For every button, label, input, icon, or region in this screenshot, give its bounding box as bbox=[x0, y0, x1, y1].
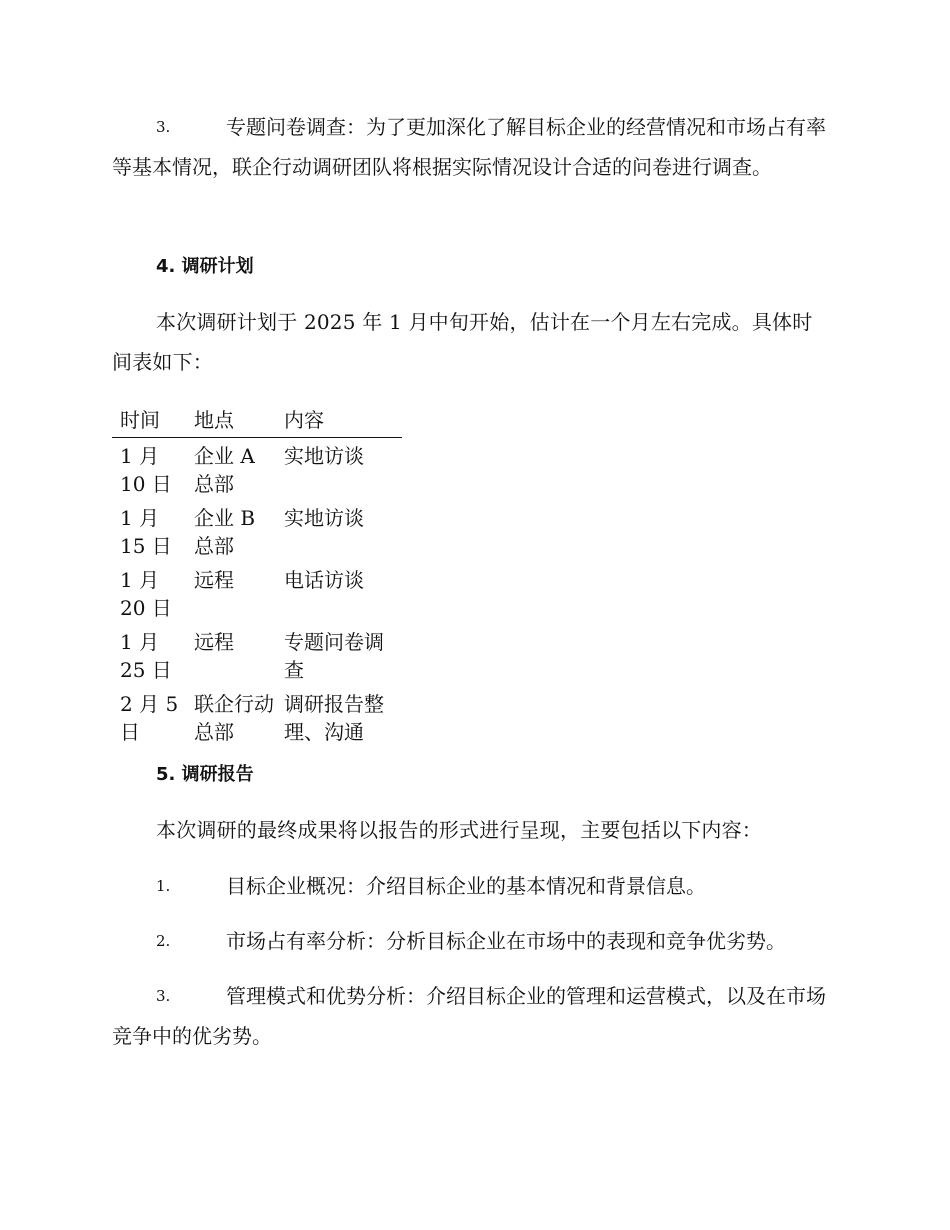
table-header-location: 地点 bbox=[194, 408, 234, 432]
table-cell-content: 实地访谈 bbox=[284, 444, 364, 468]
table-row bbox=[112, 566, 402, 628]
table-cell-location: 企业 A 总部 bbox=[194, 444, 255, 496]
table-cell-content: 实地访谈 bbox=[284, 506, 364, 530]
table-cell-content: 调研报告整理、沟通 bbox=[284, 692, 384, 744]
list-text: 管理模式和优势分析：介绍目标企业的管理和运营模式，以及在市场竞争中的优劣势。 bbox=[112, 984, 826, 1048]
table-cell-location: 企业 B 总部 bbox=[194, 506, 256, 558]
section-heading-plan: 4. 调研计划 bbox=[156, 256, 254, 277]
list-number: 2. bbox=[156, 932, 171, 950]
table-header-time: 时间 bbox=[120, 408, 160, 432]
table-row bbox=[112, 628, 402, 690]
table-cell-time: 1 月 15 日 bbox=[120, 506, 172, 558]
report-item-3 bbox=[112, 976, 832, 1056]
table-cell-content: 电话访谈 bbox=[284, 568, 364, 592]
table-cell-location: 联企行动总部 bbox=[194, 692, 274, 744]
section-heading-report: 5. 调研报告 bbox=[156, 764, 254, 785]
report-paragraph: 本次调研的最终成果将以报告的形式进行呈现，主要包括以下内容： bbox=[156, 818, 762, 842]
report-item-2 bbox=[112, 921, 832, 961]
table-header-row bbox=[112, 404, 402, 438]
table-cell-time: 1 月 10 日 bbox=[120, 444, 172, 496]
list-text: 专题问卷调查：为了更加深化了解目标企业的经营情况和市场占有率等基本情况，联企行动调研团队将根据实际情况设计合适的问卷进行调查。 bbox=[112, 115, 826, 179]
plan-paragraph: 本次调研计划于 2025 年 1 月中旬开始，估计在一个月左右完成。具体时间表如下： bbox=[112, 310, 813, 374]
table-cell-location: 远程 bbox=[194, 630, 234, 654]
table-header-content: 内容 bbox=[284, 408, 324, 432]
list-number: 1. bbox=[156, 877, 171, 895]
list-number: 3. bbox=[156, 118, 171, 136]
table-row bbox=[112, 504, 402, 566]
list-text: 目标企业概况：介绍目标企业的基本情况和背景信息。 bbox=[226, 874, 706, 898]
table-row bbox=[112, 690, 402, 752]
table-cell-location: 远程 bbox=[194, 568, 234, 592]
table-cell-time: 1 月 25 日 bbox=[120, 630, 172, 682]
list-number: 3. bbox=[156, 987, 171, 1005]
schedule-table bbox=[112, 404, 402, 752]
table-row bbox=[112, 442, 402, 504]
table-cell-content: 专题问卷调查 bbox=[284, 630, 384, 682]
table-cell-time: 2 月 5 日 bbox=[120, 692, 179, 744]
table-cell-time: 1 月 20 日 bbox=[120, 568, 172, 620]
report-item-1 bbox=[112, 866, 832, 906]
survey-item-3 bbox=[112, 107, 832, 187]
list-text: 市场占有率分析：分析目标企业在市场中的表现和竞争优劣势。 bbox=[226, 929, 786, 953]
